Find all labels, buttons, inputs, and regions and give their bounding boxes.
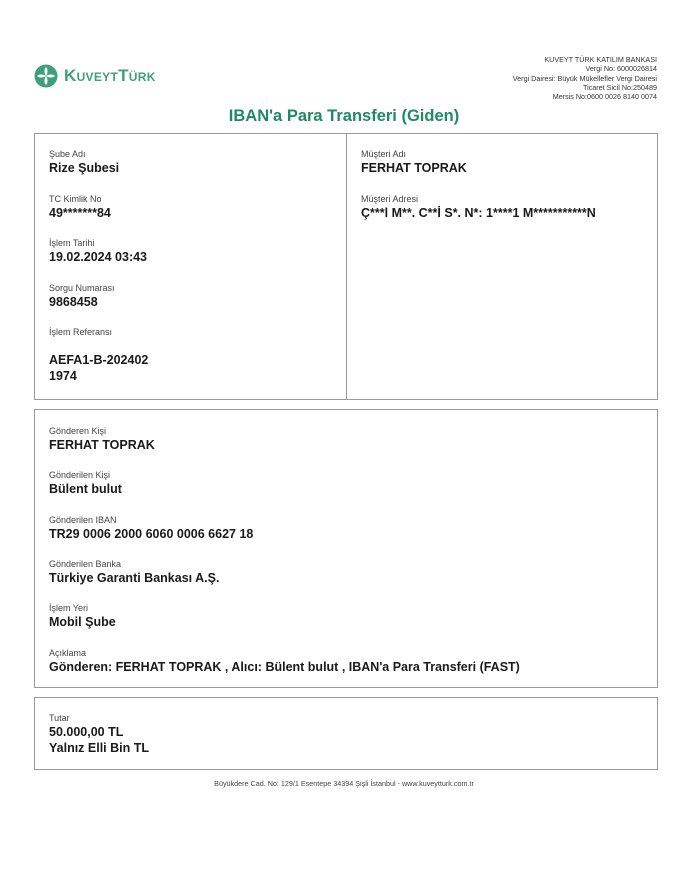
document-title: IBAN'a Para Transferi (Giden) (228, 107, 460, 125)
amount-value: 50.000,00 TL (49, 725, 124, 739)
transaction-info-section (34, 133, 658, 400)
query-number-field (49, 283, 115, 310)
field-label: Açıklama (49, 648, 87, 658)
field-value: 19.02.2024 03:43 (49, 250, 148, 264)
field-label: TC Kimlik No (49, 194, 102, 204)
field-value: Gönderen: FERHAT TOPRAK , Alıcı: Bülent bulut , IBAN'a Para Transferi (FAST) (49, 660, 520, 674)
field-label: İşlem Tarihi (49, 238, 95, 248)
field-label: İşlem Yeri (49, 603, 89, 613)
bank-info-line: Vergi No: 6000026814 (585, 64, 657, 74)
bank-info-line: Vergi Dairesi: Büyük Mükellefler Vergi Dairesi (512, 73, 657, 83)
field-value: Rize Şubesi (49, 161, 120, 175)
field-label: Gönderen Kişi (49, 426, 107, 436)
recipient-field (49, 470, 122, 497)
logo-text: KuveytTürk (64, 66, 156, 85)
field-label: Şube Adı (49, 149, 86, 159)
field-value-line: AEFA1-B-202402 (49, 353, 149, 367)
field-label: Tutar (49, 713, 70, 723)
transfer-details-section (34, 409, 658, 688)
field-label: Gönderilen Kişi (49, 470, 111, 480)
field-value: 9868458 (49, 295, 98, 309)
transaction-reference-field (49, 327, 148, 384)
field-label: Gönderilen IBAN (49, 515, 117, 525)
field-label: Müşteri Adresi (361, 194, 419, 204)
column-divider (346, 134, 347, 399)
tc-id-field (49, 194, 111, 221)
iban-field (49, 515, 253, 542)
field-label: İşlem Referansı (49, 327, 113, 337)
field-value: FERHAT TOPRAK (361, 161, 467, 175)
recipient-bank-field (49, 559, 219, 586)
field-label: Sorgu Numarası (49, 283, 115, 293)
field-value: Türkiye Garanti Bankası A.Ş. (49, 571, 220, 585)
customer-address-field (361, 194, 596, 221)
bank-logo (34, 64, 156, 88)
amount-section (34, 697, 658, 770)
field-value: TR29 0006 2000 6060 0006 6627 18 (49, 527, 254, 541)
field-value: Ç***l M**. C**İ S*. N*: 1****1 M***********N (361, 206, 596, 220)
bank-info-line: Ticaret Sicil No:250489 (582, 82, 657, 92)
bank-info-line: KUVEYT TÜRK KATILIM BANKASI (544, 55, 657, 64)
description-field (49, 648, 520, 675)
field-label: Müşteri Adı (361, 149, 407, 159)
branch-field (49, 149, 119, 176)
amount-field (49, 713, 149, 756)
field-value-line: 1974 (49, 369, 77, 383)
field-value: FERHAT TOPRAK (49, 438, 155, 452)
footer-address: Büyükdere Cad. No: 129/1 Esentepe 34394 Şişli İstanbul - www.kuveytturk.com.tr (214, 779, 474, 788)
kuveyt-turk-leaf-icon (34, 64, 58, 88)
customer-name-field (361, 149, 467, 176)
amount-in-words: Yalnız Elli Bin TL (49, 741, 150, 755)
sender-field (49, 426, 155, 453)
field-value: 49*******84 (49, 206, 111, 220)
field-label: Gönderilen Banka (49, 559, 122, 569)
bank-info-line: Mersis No:0600 0026 8140 0074 (552, 92, 657, 102)
bank-info (513, 55, 657, 101)
field-value: Mobil Şube (49, 615, 116, 629)
transaction-place-field (49, 603, 116, 630)
transaction-date-field (49, 238, 147, 265)
field-value: Bülent bulut (49, 482, 122, 496)
